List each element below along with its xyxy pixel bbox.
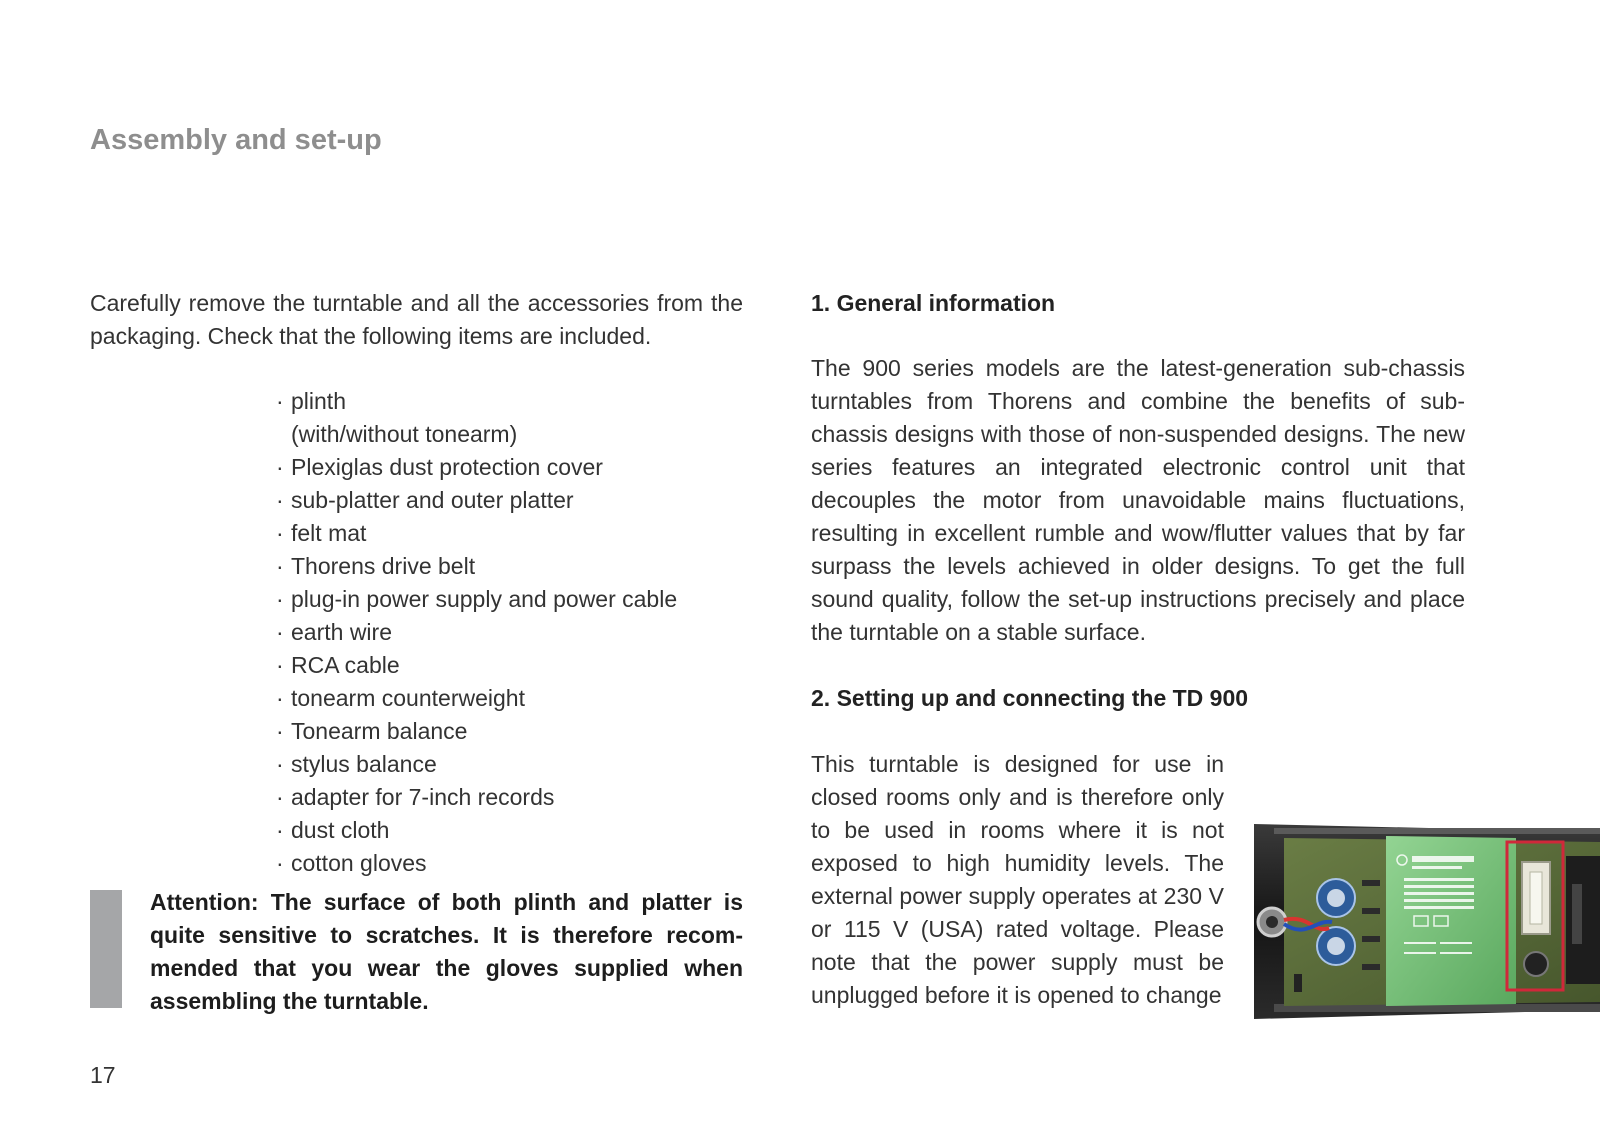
- output-connector-detail: [1572, 884, 1582, 944]
- list-item: · earth wire: [276, 616, 736, 649]
- setting-up-paragraph: This turntable is designed for use in closed rooms only and is therefore only to be used in rooms where it is not exposed to high humidity levels. The external power supply operates at 230 V or 115 V (USA) rated voltage. Please note that the power supply must be unplugged before it is opened to change: [811, 751, 1224, 1008]
- resistor-5: [1294, 974, 1302, 992]
- capacitor-bottom-cap: [1327, 937, 1345, 955]
- attention-callout: [90, 886, 743, 1018]
- list-item: · plug-in power supply and power cable: [276, 583, 736, 616]
- bullet-glyph: ·: [276, 487, 284, 513]
- bullet-glyph: ·: [276, 751, 284, 777]
- resistor-2: [1362, 908, 1380, 914]
- bullet-glyph: ·: [276, 850, 284, 876]
- list-item: · Plexiglas dust protection cover: [276, 451, 736, 484]
- resistor-1: [1362, 880, 1380, 886]
- section-heading-setting-up: 2. Setting up and connecting the TD 900: [811, 685, 1249, 711]
- list-item: · Tonearm balance: [276, 715, 736, 748]
- capacitor-top-cap: [1327, 889, 1345, 907]
- resistor-4: [1362, 964, 1380, 970]
- list-item: · RCA cable: [276, 649, 736, 682]
- section-heading-general-information: 1. General information: [811, 290, 1056, 316]
- bullet-glyph: ·: [276, 718, 284, 744]
- fuse: [1530, 872, 1542, 924]
- list-item: · plinth: [276, 385, 736, 418]
- list-item: · dust cloth: [276, 814, 736, 847]
- included-items-list: [276, 385, 736, 880]
- bullet-glyph: ·: [276, 817, 284, 843]
- output-connector: [1566, 856, 1600, 984]
- bullet-glyph: ·: [276, 586, 284, 612]
- list-item: · tonearm counterweight: [276, 682, 736, 715]
- resistor-3: [1362, 936, 1380, 942]
- list-item: · adapter for 7-inch records: [276, 781, 736, 814]
- list-item: · Thorens drive belt: [276, 550, 736, 583]
- general-information-paragraph: The 900 series models are the latest-generation sub-chassis turntables from Thorens and combine the benefits of sub-chassis designs with those of non-suspended designs. The new series features an integrated electronic control unit that decouples the motor from unavoidable mains fluctuations, resulting in excellent rumble and wow/flutter values that by far surpass the levels achieved in older designs. To get the full sound quality, follow the set-up instructions precisely and place the turntable on a stable surface.: [811, 355, 1465, 645]
- bullet-glyph: ·: [276, 685, 284, 711]
- list-item: · sub-platter and outer platter: [276, 484, 736, 517]
- list-item: · stylus balance: [276, 748, 736, 781]
- bullet-glyph: ·: [276, 784, 284, 810]
- bullet-glyph: ·: [276, 652, 284, 678]
- power-jack-center: [1266, 916, 1278, 928]
- bullet-glyph: ·: [276, 619, 284, 645]
- page-number: 17: [90, 1062, 116, 1088]
- list-item: · cotton gloves: [276, 847, 736, 880]
- bullet-glyph: ·: [276, 553, 284, 579]
- bullet-glyph: ·: [276, 388, 284, 414]
- intro-paragraph: Carefully remove the turntable and all the accessories from the packaging. Check that the following items are included.: [90, 290, 743, 349]
- attention-marker-bar: [90, 890, 122, 1008]
- bullet-glyph: ·: [276, 520, 284, 546]
- housing-top-edge: [1274, 828, 1600, 834]
- page-title: Assembly and set-up: [90, 124, 382, 156]
- selector-switch: [1524, 952, 1548, 976]
- list-item: · felt mat: [276, 517, 736, 550]
- bullet-glyph: ·: [276, 454, 284, 480]
- left-column: [90, 287, 743, 876]
- list-item: (with/without tonearm): [291, 421, 518, 447]
- attention-text: Attention: The surface of both plinth and platter is quite sensitive to scratches. It is therefore recom-mended that you wear the gloves supplied when assembling the turntable.: [150, 889, 743, 1014]
- power-supply-photo: [1254, 824, 1600, 1019]
- power-supply-illustration: [1254, 824, 1600, 1019]
